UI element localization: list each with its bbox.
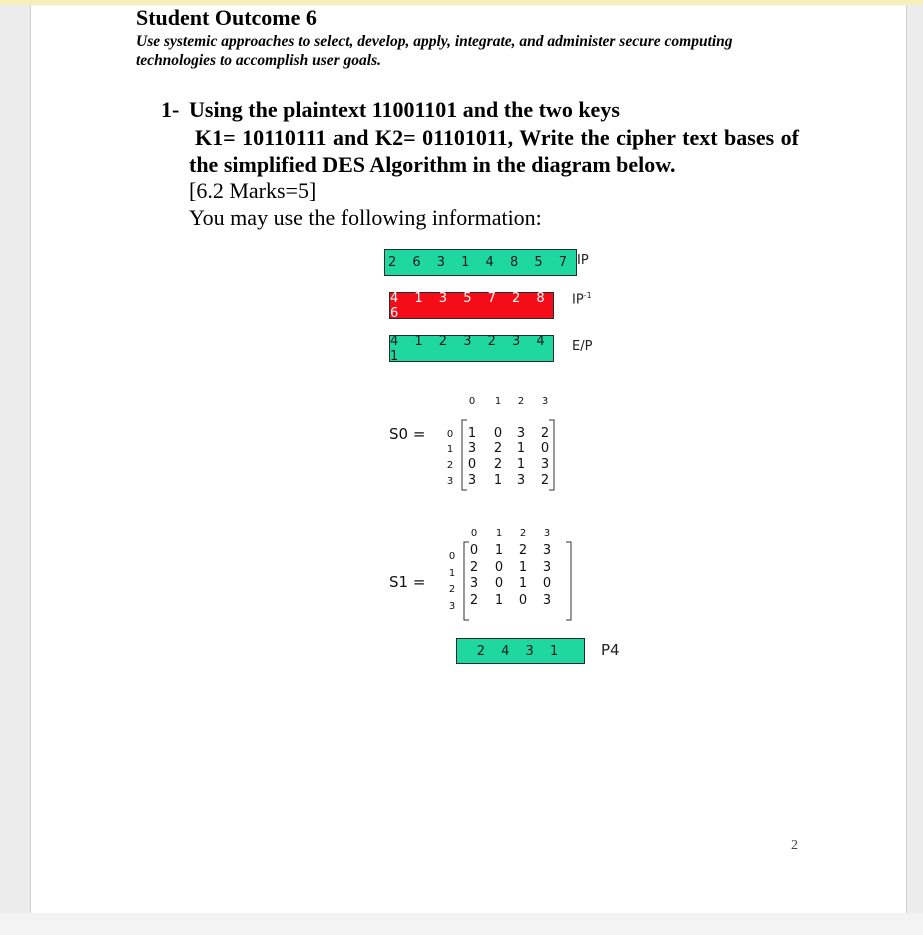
s1-cell: 2 xyxy=(469,593,479,608)
question-info: You may use the following information: xyxy=(189,205,542,230)
s1-bracket-right xyxy=(566,542,571,620)
s1-cell: 0 xyxy=(494,576,504,591)
s0-row-header: 2 xyxy=(446,460,454,471)
s0-cell: 3 xyxy=(516,426,526,441)
s1-cell: 0 xyxy=(494,560,504,575)
s1-cell: 3 xyxy=(542,543,552,558)
window-bottom-strip xyxy=(0,913,923,935)
outcome-title: Student Outcome 6 xyxy=(136,5,317,30)
s0-col-header: 1 xyxy=(494,396,502,407)
p4-box: 2 4 3 1 xyxy=(456,638,585,664)
s1-row-header: 1 xyxy=(448,568,456,579)
s0-col-header: 0 xyxy=(468,396,476,407)
s1-cell: 1 xyxy=(518,560,528,575)
s0-cell: 1 xyxy=(493,473,503,488)
s1-col-header: 3 xyxy=(543,528,551,539)
p4-label: P4 xyxy=(601,641,620,659)
ip-inverse-superscript: -1 xyxy=(583,291,592,300)
s1-cell: 1 xyxy=(518,576,528,591)
s1-cell: 2 xyxy=(469,560,479,575)
s1-cell: 0 xyxy=(518,593,528,608)
s0-cell: 3 xyxy=(516,473,526,488)
s1-col-header: 1 xyxy=(495,528,503,539)
s1-matrix xyxy=(31,5,906,913)
s1-label: S1 = xyxy=(389,573,426,591)
s0-cell: 3 xyxy=(540,457,550,472)
s1-cell: 0 xyxy=(542,576,552,591)
s0-cell: 3 xyxy=(467,441,477,456)
s0-cell: 2 xyxy=(540,426,550,441)
s0-cell: 1 xyxy=(467,426,477,441)
ip-inverse-box: 4 1 3 5 7 2 8 6 xyxy=(389,292,554,319)
question-marks: [6.2 Marks=5] xyxy=(189,178,317,203)
s0-col-header: 3 xyxy=(541,396,549,407)
ep-box: 4 1 2 3 2 3 4 1 xyxy=(389,335,554,362)
s1-cell: 3 xyxy=(469,576,479,591)
s1-bracket-left xyxy=(464,542,469,620)
document-page xyxy=(30,5,907,913)
s0-cell: 0 xyxy=(467,457,477,472)
s0-cell: 0 xyxy=(540,441,550,456)
s0-label: S0 = xyxy=(389,425,426,443)
question-line-1: Using the plaintext 11001101 and the two keys xyxy=(189,97,620,122)
page-number: 2 xyxy=(791,838,798,853)
s0-cell: 2 xyxy=(540,473,550,488)
s1-cell: 3 xyxy=(542,593,552,608)
s1-col-header: 0 xyxy=(470,528,478,539)
s1-cell: 3 xyxy=(542,560,552,575)
question-number: 1- xyxy=(161,97,180,122)
s0-row-header: 0 xyxy=(446,429,454,440)
s1-row-header: 3 xyxy=(448,601,456,612)
s0-cell: 0 xyxy=(493,426,503,441)
s1-cell: 1 xyxy=(494,593,504,608)
ip-label: IP xyxy=(577,253,589,268)
s1-col-header: 2 xyxy=(519,528,527,539)
s0-row-header: 3 xyxy=(446,476,454,487)
s1-row-header: 0 xyxy=(448,551,456,562)
s0-cell: 2 xyxy=(493,457,503,472)
s0-row-header: 1 xyxy=(446,444,454,455)
question-line-2-text: K1= 10110111 and K2= 01101011, Write the cipher text bases of the simplified DES Algorithm in the diagram below. xyxy=(189,125,799,177)
s1-row-header: 2 xyxy=(448,584,456,595)
s0-cell: 2 xyxy=(493,441,503,456)
ip-inverse-label-text: IP xyxy=(572,292,584,308)
s0-col-header: 2 xyxy=(517,396,525,407)
s1-cell: 1 xyxy=(494,543,504,558)
s0-cell: 3 xyxy=(467,473,477,488)
s1-cell: 0 xyxy=(469,543,479,558)
s0-cell: 1 xyxy=(516,457,526,472)
s0-cell: 1 xyxy=(516,441,526,456)
ep-label: E/P xyxy=(572,339,593,354)
ip-box: 2 6 3 1 4 8 5 7 xyxy=(384,249,577,276)
s1-cell: 2 xyxy=(518,543,528,558)
outcome-description: Use systemic approaches to select, develop, apply, integrate, and administer secure computing technologies to accomplish user goals. xyxy=(136,33,733,69)
